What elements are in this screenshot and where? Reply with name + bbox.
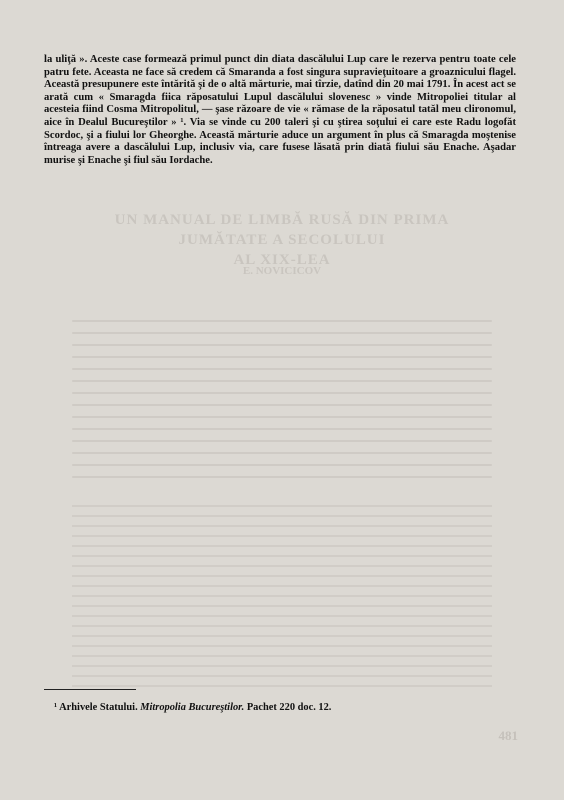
show-through-title (72, 210, 492, 270)
footnote-separator (44, 689, 136, 690)
show-through-author: E. NOVICICOV (242, 265, 322, 277)
footnote-collection: Mitropolia Bucureştilor. (140, 702, 245, 713)
body-text (44, 54, 516, 167)
show-through-page-number: 481 (498, 728, 518, 743)
show-through-footnote-lines (72, 505, 492, 695)
show-through-text-lines (72, 320, 492, 488)
show-through-title-line-1: UN MANUAL DE LIMBĂ RUSĂ DIN PRIMA JUMĂTATE A SECOLULUI (114, 212, 450, 248)
body-paragraph: la uliţă ». Aceste case formează primul punct din diata dascălului Lup care le rezerva pentru toate cele patru fete. Aceasta ne face să credem că Smaranda a fost singura supravieţuitoare a groaznicului flagel. Această presupunere este întărită şi de o altă mărturie, mai tîrzie, datînd din 20 mai 1791. În acest act se arată cum « Smaragda fiica răposatului Lupul dascălului slovenesc » vinde Mitropoliei titular al acesteia fiind Cosma Mitropolitul, — şase răzoare de vie « rămase de la răposatul tatăl meu clironomul, aice în Dealul Bucureştilor » ¹. Via se vinde cu 200 taleri şi cu ştirea soţului ei care este Radu logofăt Scordoc, şi a fiului lor Gheorghe. Această mărturie aduce un argument în plus că Smaragda moştenise întreaga avere a dascălului Lup, inclusiv via, care fusese lăsată prin diată fiului său Enache. Aşadar murise şi Enache şi fiul său Iordache. (44, 54, 516, 166)
footnote-marker: ¹ (54, 702, 58, 713)
show-through-title-line-2: AL XIX-LEA (233, 252, 331, 268)
footnote-reference: Pachet 220 doc. 12. (246, 702, 332, 713)
footnote (54, 702, 331, 713)
footnote-source: Arhivele Statului. (59, 702, 138, 713)
